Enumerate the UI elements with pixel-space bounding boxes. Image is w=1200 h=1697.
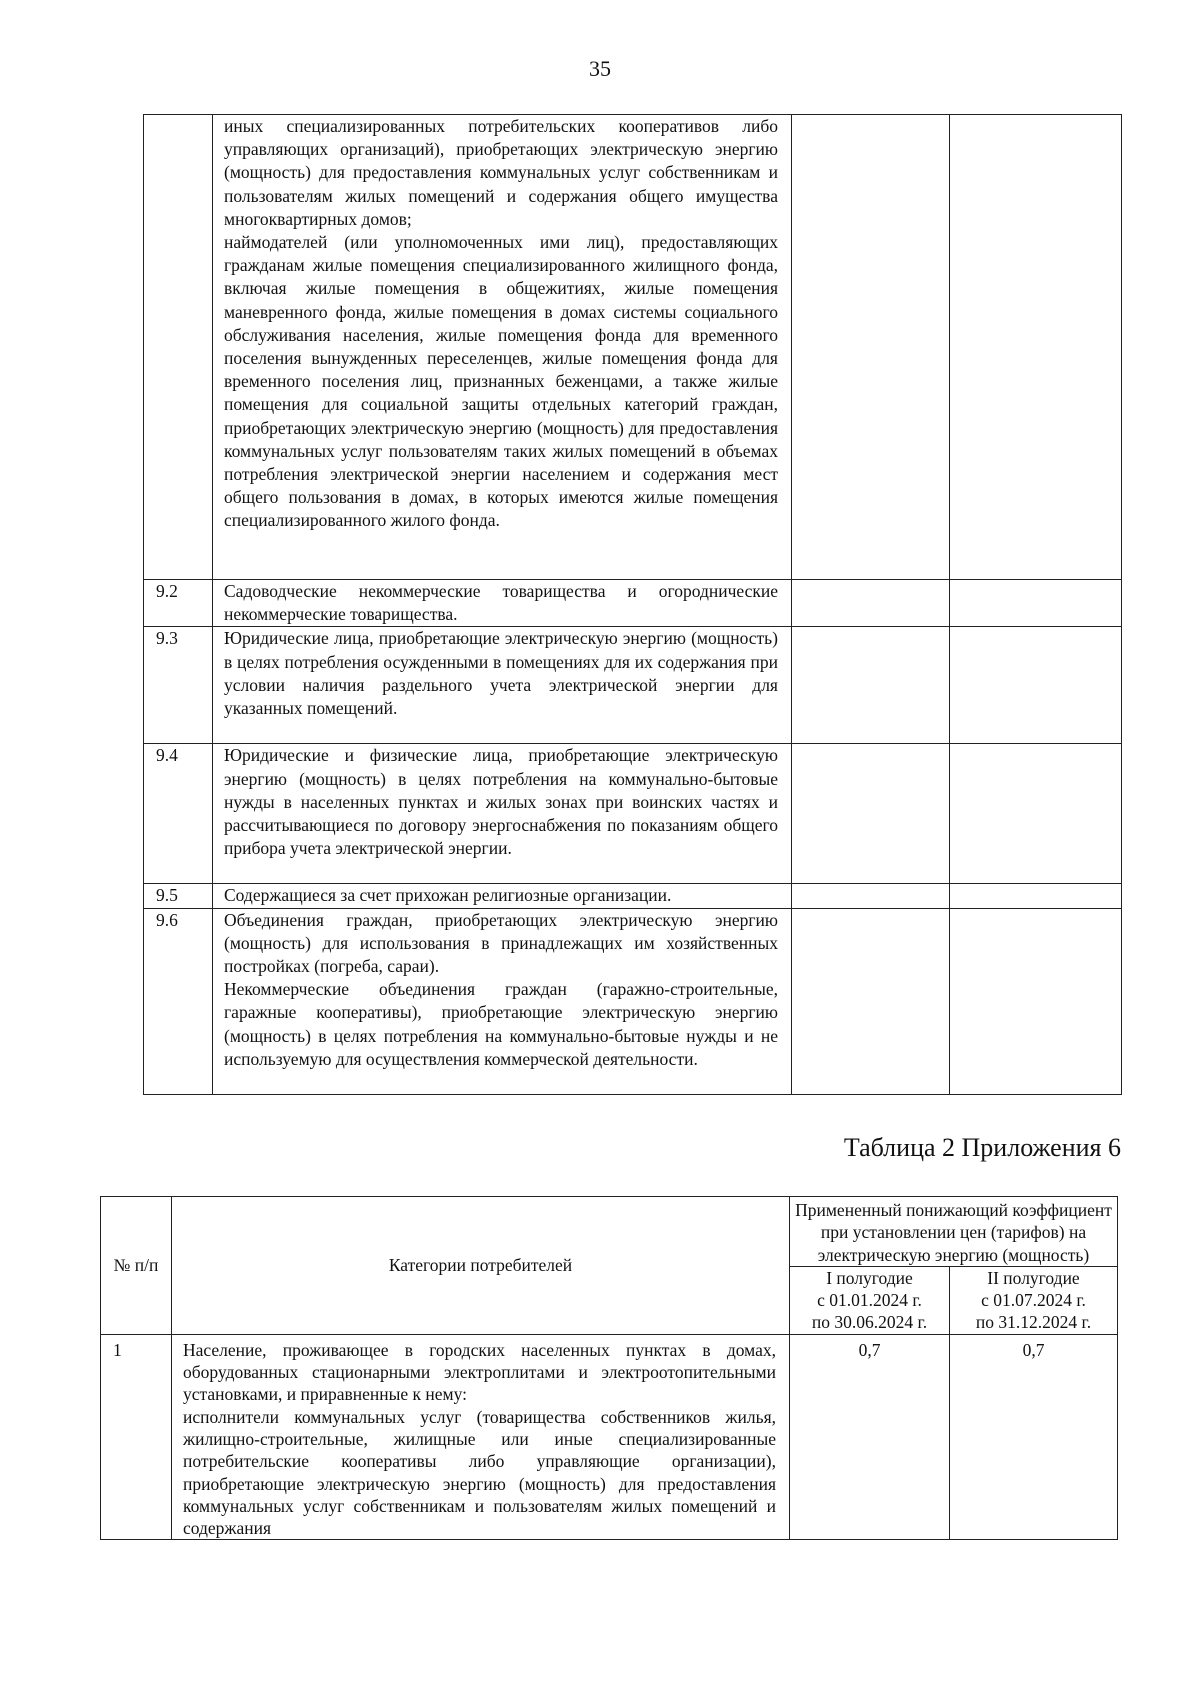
category-paragraph: Содержащиеся за счет прихожан религиозные организации. <box>224 885 672 906</box>
consumer-category-cell <box>172 1334 790 1540</box>
column-header-second-half <box>950 1266 1118 1334</box>
tariff-table-2 <box>100 1196 1118 1540</box>
table-row <box>144 580 1122 627</box>
table-row <box>144 627 1122 744</box>
coef-first-half-value: 0,7 <box>790 1334 950 1540</box>
first-half-end-date: по 30.06.2024 г. <box>811 1312 928 1333</box>
table-row <box>144 908 1122 1094</box>
category-paragraph: наймодателей (или уполномоченных ими лиц), предоставляющих гражданам жилые помещения специализированного жилищного фонда, включая жилые помещения в общежитиях, жилые помещения маневренного фонда, жилые помещения в домах системы социального обслуживания населения, жилые помещения фонда для временного поселения вынужденных переселенцев, жилые помещения фонда для временного поселения лиц, признанных беженцами, а также жилые помещения для социальной защиты отдельных категорий граждан, приобретающих электрическую энергию (мощность) для предоставления коммунальных услуг пользователям таких жилых помещений в объемах потребления электрической энергии населением и содержания мест общего пользования в домах, в которых имеются жилые помещения специализированного жилого фонда. <box>224 232 778 531</box>
column-header-coefficient: Примененный понижающий коэффициент при установлении цен (тарифов) на электрическую энергию (мощность) <box>790 1197 1118 1267</box>
table-row <box>144 115 1122 580</box>
category-paragraph: Юридические и физические лица, приобретающие электрическую энергию (мощность) в целях потребления на коммунально-бытовые нужды в населенных пунктах и жилых зонах при воинских частях и рассчитывающиеся по договору энергоснабжения по показаниям общего прибора учета электрической энергии. <box>224 745 778 859</box>
row-number: 9.2 <box>144 580 213 627</box>
consumer-category-cell <box>213 744 792 884</box>
table-2-title: Таблица 2 Приложения 6 <box>843 1133 1121 1162</box>
row-number <box>144 115 213 580</box>
coef-second-half-cell <box>950 627 1122 744</box>
page-number: 35 <box>589 56 611 81</box>
category-paragraph: Население, проживающее в городских населенных пунктах в домах, оборудованных стационарными электроплитами и электроотопительными установками, и приравненные к нему: <box>183 1339 776 1405</box>
first-half-start-date: с 01.01.2024 г. <box>817 1290 922 1311</box>
table-header-row <box>101 1197 1118 1267</box>
first-half-label: I полугодие <box>826 1267 913 1288</box>
consumer-category-cell <box>213 580 792 627</box>
coef-second-half-cell <box>950 580 1122 627</box>
consumer-category-cell <box>213 908 792 1094</box>
row-number: 1 <box>101 1334 172 1540</box>
category-paragraph: исполнители коммунальных услуг (товарищества собственников жилья, жилищно-строительные, жилищные или иные специализированные потребительские кооперативы либо управляющие организации), приобретающие электрическую энергию (мощность) для предоставления коммунальных услуг собственникам и пользователям жилых помещений и содержания <box>183 1406 776 1539</box>
coef-first-half-cell <box>792 115 950 580</box>
coef-second-half-cell <box>950 884 1122 908</box>
second-half-start-date: с 01.07.2024 г. <box>981 1290 1086 1311</box>
table-row <box>144 884 1122 908</box>
table-row <box>101 1334 1118 1540</box>
coef-first-half-cell <box>792 908 950 1094</box>
coef-second-half-cell <box>950 744 1122 884</box>
category-paragraph: Некоммерческие объединения граждан (гаражно-строительные, гаражные кооперативы), приобретающие электрическую энергию (мощность) в целях потребления на коммунально-бытовые нужды и не используемую для осуществления коммерческой деятельности. <box>224 979 778 1069</box>
consumer-category-cell <box>213 627 792 744</box>
coef-first-half-cell <box>792 580 950 627</box>
row-number: 9.5 <box>144 884 213 908</box>
coef-second-half-cell <box>950 908 1122 1094</box>
coef-first-half-cell <box>792 627 950 744</box>
column-header-first-half <box>790 1266 950 1334</box>
second-half-label: II полугодие <box>987 1267 1080 1288</box>
consumer-category-cell <box>213 884 792 908</box>
category-paragraph: Юридические лица, приобретающие электрическую энергию (мощность) в целях потребления осужденными в помещениях для их содержания при условии наличия раздельного учета электрической энергии для указанных помещений. <box>224 628 778 719</box>
tariff-table-1-continuation <box>143 114 1122 1095</box>
table-row <box>144 744 1122 884</box>
coef-second-half-cell <box>950 115 1122 580</box>
row-number: 9.3 <box>144 627 213 744</box>
second-half-end-date: по 31.12.2024 г. <box>975 1312 1092 1333</box>
coef-second-half-value: 0,7 <box>950 1334 1118 1540</box>
category-paragraph: иных специализированных потребительских кооперативов либо управляющих организаций), приобретающих электрическую энергию (мощность) для предоставления коммунальных услуг собственникам и пользователям жилых помещений и содержания общего имущества многоквартирных домов; <box>224 116 778 229</box>
coef-first-half-cell <box>792 884 950 908</box>
column-header-category: Категории потребителей <box>172 1197 790 1335</box>
coef-first-half-cell <box>792 744 950 884</box>
category-paragraph: Садоводческие некоммерческие товарищества и огороднические некоммерческие товарищества. <box>224 581 778 625</box>
row-number: 9.4 <box>144 744 213 884</box>
category-paragraph: Объединения граждан, приобретающих электрическую энергию (мощность) для использования в принадлежащих им хозяйственных постройках (погреба, сараи). <box>224 909 778 977</box>
consumer-category-cell <box>213 115 792 580</box>
column-header-number: № п/п <box>101 1197 172 1335</box>
row-number: 9.6 <box>144 908 213 1094</box>
